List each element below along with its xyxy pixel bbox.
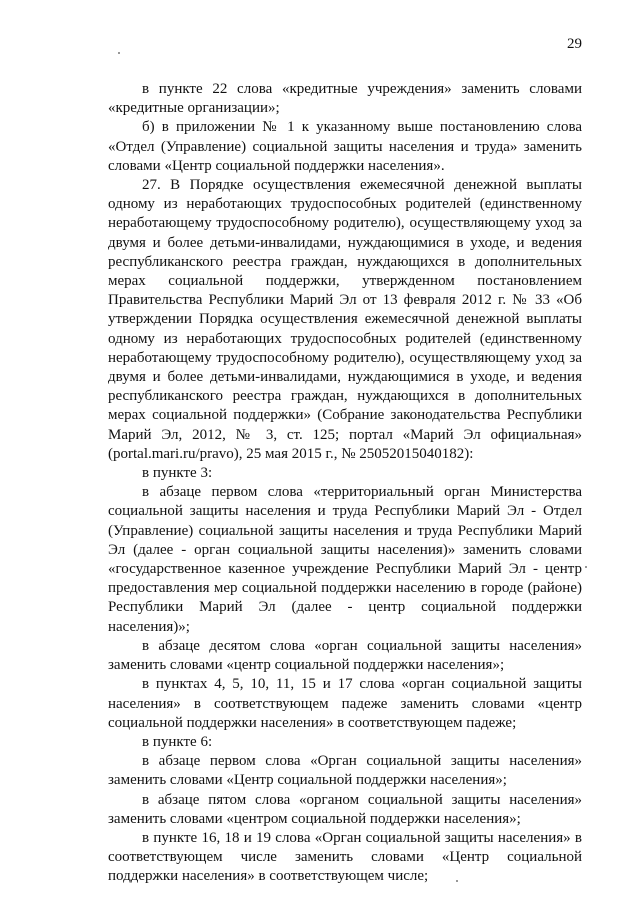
paragraph-point-3: в пункте 3: xyxy=(142,465,213,482)
paragraph-point-6-fifth: в абзаце пятом слова «органом социальной защиты населения» заменить словами «центром социальной поддержки населения»; xyxy=(108,791,582,827)
scan-speck xyxy=(456,880,458,882)
document-body xyxy=(108,80,582,887)
paragraph-27-intro: 27. В Порядке осуществления ежемесячной денежной выплаты одному из неработающих трудоспособных родителей (единственному неработающему трудоспособному родителю), осуществляющему уход за двумя и более детьми-инвалидами, нуждающимися в уходе, и ведения республиканского реестра граждан, нуждающихся в дополнительных мерах социальной поддержки, утвержденном постановлением Правительства Республики Марий Эл от 13 февраля 2012 г. № 33 «Об утверждении Порядка осуществления ежемесячной денежной выплаты одному из неработающих трудоспособных родителей (единственному неработающему трудоспособному родителю), осуществляющему уход за двумя и более детьми-инвалидами, нуждающимися в уходе, и ведения республиканского реестра граждан, нуждающихся в дополнительных мерах социальной поддержки» (Собрание законодательства Республики Марий Эл, 2012, № 3, ст. 125; портал «Марий Эл официальная» (portal.mari.ru/pravo), 25 мая 2015 г., № 25052015040182): xyxy=(108,177,582,462)
paragraph-point-6: в пункте 6: xyxy=(142,733,213,750)
paragraph-point-6-first: в абзаце первом слова «Орган социальной защиты населения» заменить словами «Центр социальной поддержки населения»; xyxy=(108,753,582,789)
paragraph-points-16-19: в пункте 16, 18 и 19 слова «Орган социальной защиты населения» в соответствующем числе заменить словами «Центр социальной поддержки населения» в соответствующем числе; xyxy=(108,829,582,885)
paragraph-appendix-amendment: б) в приложении № 1 к указанному выше постановлению слова «Отдел (Управление) социальной защиты населения и труда» заменить словами «Центр социальной поддержки населения». xyxy=(108,119,582,174)
scan-speck xyxy=(585,566,587,568)
scan-speck xyxy=(118,52,120,54)
paragraph-22-amendment: в пункте 22 слова «кредитные учреждения» заменить словами «кредитные организации»; xyxy=(108,81,582,117)
paragraph-point-3-first: в абзаце первом слова «территориальный орган Министерства социальной защиты населения и труда Республики Марий Эл - Отдел (Управление) социальной защиты населения и труда Республики Марий Эл (далее - орган социальной защиты населения)» заменить словами «государственное казенное учреждение Республики Марий Эл - центр предоставления мер социальной поддержки населению в городе (районе) Республики Марий Эл (далее - центр социальной поддержки населения)»; xyxy=(108,484,582,635)
page-number: 29 xyxy=(567,36,582,52)
paragraph-point-3-tenth: в абзаце десятом слова «орган социальной защиты населения» заменить словами «центр социальной поддержки населения»; xyxy=(108,637,582,674)
paragraph-points-4-17: в пунктах 4, 5, 10, 11, 15 и 17 слова «орган социальной защиты населения» в соответствующем падеже заменить словами «центр социальной поддержки населения» в соответствующем падеже; xyxy=(108,676,582,731)
